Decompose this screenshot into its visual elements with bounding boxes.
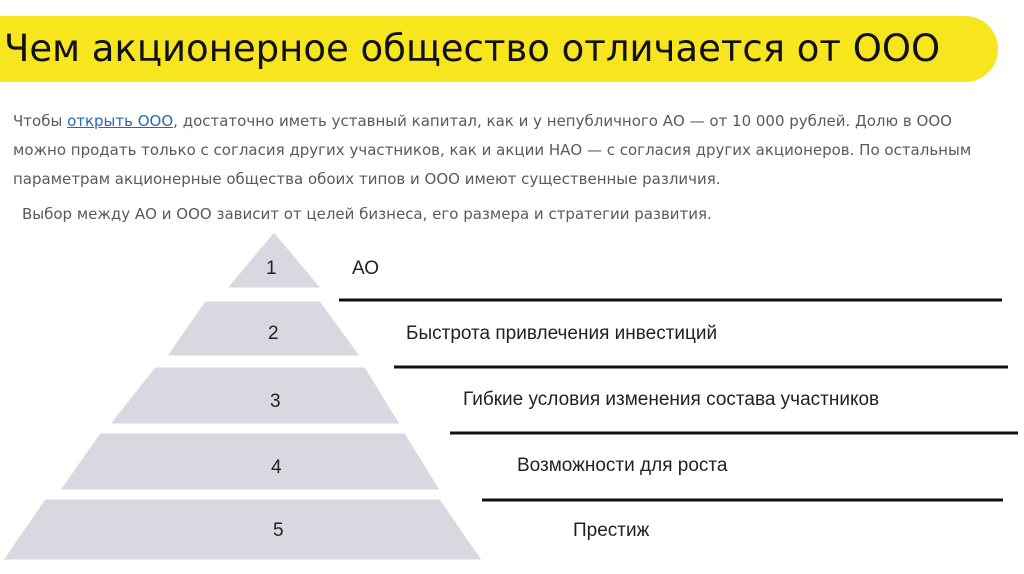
tier-label-1: АО <box>352 258 380 279</box>
pyramid-tier-5 <box>3 499 482 560</box>
tier-number-4: 4 <box>271 457 282 478</box>
tier-number-5: 5 <box>273 520 284 541</box>
pyramid-tier-2 <box>167 301 360 356</box>
tier-number-2: 2 <box>268 323 279 344</box>
tier-label-3: Гибкие условия изменения состава участников <box>463 389 880 410</box>
intro-text-rest: , достаточно иметь уставный капитал, как и у непубличного АО — от 10 000 рублей. Долю в ООО можно продать только с согласия других участников, как и акции НАО — с согласия других акционеров. По остальным параметрам акционерные общества обоих типов и ООО имеют существенные различия. <box>13 112 972 188</box>
tier-label-2: Быстрота привлечения инвестиций <box>406 323 718 344</box>
subtitle: Выбор между АО и ООО зависит от целей бизнеса, его размера и стратегии развития. <box>22 205 712 223</box>
pyramid-tier-4 <box>60 433 440 490</box>
intro-text-start: Чтобы <box>13 112 68 130</box>
pyramid-tier-3 <box>110 367 400 424</box>
open-ooo-link[interactable]: открыть ООО <box>67 112 174 130</box>
tier-number-3: 3 <box>270 391 281 412</box>
page-title: Чем акционерное общество отличается от ООО <box>4 27 941 70</box>
tier-label-5: Престиж <box>573 520 650 541</box>
tier-number-1: 1 <box>266 258 277 279</box>
tier-label-4: Возможности для роста <box>517 455 728 476</box>
